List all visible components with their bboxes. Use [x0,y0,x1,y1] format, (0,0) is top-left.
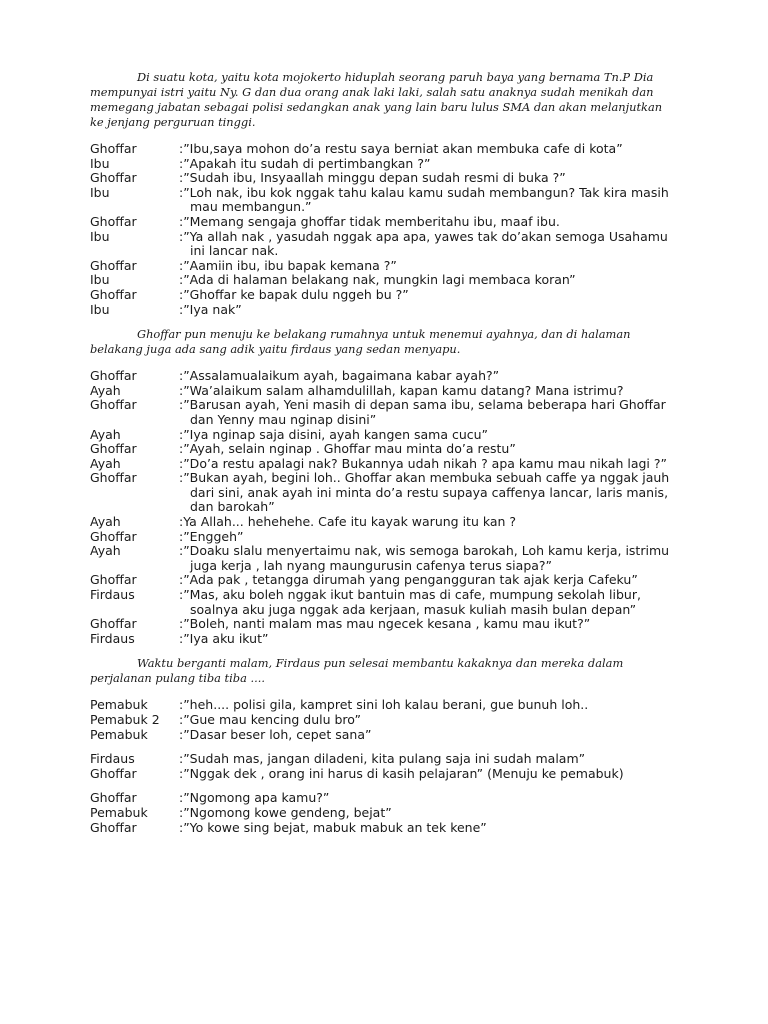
dialogue-text: :”Ada pak , tetangga dirumah yang pengangguran tak ajak kerja Cafeku” [179,572,638,588]
dialogue-line [90,752,678,767]
dialogue-text: :”Assalamualaikum ayah, bagaimana kabar ayah?” [179,368,500,384]
dialogue-line [90,142,678,157]
dialogue-text: :”heh.... polisi gila, kampret sini loh kalau berani, gue bunuh loh.. [179,697,589,713]
dialogue-line [90,728,678,743]
speaker-name: Ibu [90,228,110,244]
dialogue-line [90,215,678,230]
dialogue-text: :”Apakah itu sudah di pertimbangkan ?” [179,155,431,171]
dialogue-text: :”Mas, aku boleh nggak ikut bantuin mas di cafe, mumpung sekolah libur, soalnya aku juga nggak ada kerjaan, masuk kuliah masih bulan depan” [179,587,641,617]
dialogue-line [90,398,678,427]
dialogue-text: :”Ada di halaman belakang nak, mungkin lagi membaca koran” [179,272,576,288]
dialogue-line [90,821,678,836]
dialog-block [90,142,678,317]
dialogue-text: :”Ayah, selain nginap . Ghoffar mau minta do’a restu” [179,441,516,457]
narration-paragraph: Waktu berganti malam, Firdaus pun selesai membantu kakaknya dan mereka dalam perjalanan pulang tiba tiba .... [90,656,624,686]
dialog-block [90,791,678,835]
dialog-block [90,752,678,781]
dialogue-line [90,791,678,806]
dialogue-line [90,384,678,399]
dialogue-text: :”Ibu,saya mohon do’a restu saya berniat akan membuka cafe di kota” [179,141,623,156]
dialogue-line [90,442,678,457]
speaker-name: Pemabuk [90,726,148,742]
speaker-name: Ghoffar [90,257,137,273]
dialogue-text: :”Sudah mas, jangan diladeni, kita pulang saja ini sudah malam” [179,751,586,767]
dialogue-text: :Ya Allah... hehehehe. Cafe itu kayak warung itu kan ? [179,514,517,530]
dialogue-text: :”Wa’alaikum salam alhamdulillah, kapan kamu datang? Mana istrimu? [179,382,624,398]
dialogue-text: :”Loh nak, ibu kok nggak tahu kalau kamu sudah membangun? Tak kira masih mau membangun.” [179,184,669,215]
speaker-name: Ghoffar [90,141,137,156]
speaker-name: Ayah [90,514,121,530]
speaker-name: Ibu [90,184,110,200]
speaker-name: Ibu [90,301,110,317]
speaker-name: Ghoffar [90,616,137,632]
dialogue-text: :”Ngomong apa kamu?” [179,790,330,806]
speaker-name: Ibu [90,272,110,288]
dialogue-line [90,259,678,274]
dialogue-text: :”Do’a restu apalagi nak? Bukannya udah nikah ? apa kamu mau nikah lagi ?” [179,455,667,471]
dialogue-line [90,457,678,472]
dialogue-text: :”Bukan ayah, begini loh.. Ghoffar akan membuka sebuah caffe ya nggak jauh dari sini, anak ayah ini minta do’a restu supaya caffenya lancar, laris manis, dan barokah” [179,470,670,515]
dialogue-text: :”Nggak dek , orang ini harus di kasih pelajaran” (Menuju ke pemabuk) [179,765,624,781]
speaker-name: Ghoffar [90,790,137,806]
speaker-name: Ghoffar [90,213,137,229]
dialogue-line [90,767,678,782]
dialog-block [90,698,678,742]
dialogue-line [90,171,678,186]
dialogue-text: :”Ya allah nak , yasudah nggak apa apa, yawes tak do’akan semoga Usahamu ini lancar nak. [179,228,668,259]
dialogue-text: :”Barusan ayah, Yeni masih di depan sama ibu, selama beberapa hari Ghoffar dan Yenny mau nginap disini” [179,397,666,427]
dialogue-text: :”Memang sengaja ghoffar tidak memberitahu ibu, maaf ibu. [179,213,560,229]
dialog-block [90,369,678,646]
speaker-name: Firdaus [90,587,135,603]
dialogue-text: :”Iya nak” [179,301,242,317]
dialogue-line [90,303,678,318]
dialogue-line [90,713,678,728]
dialogue-line [90,369,678,384]
speaker-name: Ayah [90,382,121,398]
speaker-name: Pemabuk [90,804,148,820]
speaker-name: Ghoffar [90,528,137,544]
dialogue-line [90,186,678,215]
dialogue-text: :”Boleh, nanti malam mas mau ngecek kesana , kamu mau ikut?” [179,616,591,632]
dialogue-text: :”Dasar beser loh, cepet sana” [179,726,372,742]
dialogue-text: :”Enggeh” [179,528,244,544]
dialogue-line [90,428,678,443]
dialogue-line [90,273,678,288]
dialogue-text: :”Aamiin ibu, ibu bapak kemana ?” [179,257,397,273]
dialogue-line [90,530,678,545]
speaker-name: Ibu [90,155,110,171]
dialogue-line [90,632,678,647]
speaker-name: Ghoffar [90,765,137,781]
speaker-name: Ayah [90,455,121,471]
narration-paragraph: Di suatu kota, yaitu kota mojokerto hiduplah seorang paruh baya yang bernama Tn.P Dia mempunyai istri yaitu Ny. G dan dua orang anak laki laki, salah satu anaknya sudah menikah dan memegang jabatan sebagai polisi sedangkan anak yang lain baru lulus SMA dan akan melanjutkan ke jenjang perguruan tinggi. [90,70,663,129]
dialogue-line [90,588,678,617]
speaker-name: Ayah [90,426,121,442]
speaker-name: Ghoffar [90,819,137,835]
dialogue-line [90,230,678,259]
speaker-name: Ghoffar [90,170,137,186]
speaker-name: Ghoffar [90,397,137,413]
dialogue-text: :”Iya aku ikut” [179,630,269,646]
dialogue-text: :”Gue mau kencing dulu bro” [179,712,361,727]
dialogue-text: :”Doaku slalu menyertaimu nak, wis semoga barokah, Loh kamu kerja, istrimu juga kerja , lah nyang maungurusin cafenya terus siapa?” [179,543,670,573]
speaker-name: Pemabuk 2 [90,712,160,727]
speaker-name: Ghoffar [90,572,137,588]
dialogue-line [90,806,678,821]
dialogue-text: :”Sudah ibu, Insyaallah minggu depan sudah resmi di buka ?” [179,170,566,186]
speaker-name: Ghoffar [90,470,137,486]
speaker-name: Ayah [90,543,121,559]
dialogue-line [90,288,678,303]
speaker-name: Ghoffar [90,368,137,384]
dialogue-line [90,515,678,530]
dialogue-text: :”Ghoffar ke bapak dulu nggeh bu ?” [179,286,409,302]
dialogue-line [90,157,678,172]
speaker-name: Firdaus [90,630,135,646]
speaker-name: Pemabuk [90,697,148,713]
dialogue-line [90,698,678,713]
speaker-name: Ghoffar [90,286,137,302]
speaker-name: Ghoffar [90,441,137,457]
speaker-name: Firdaus [90,751,135,767]
dialogue-text: :”Ngomong kowe gendeng, bejat” [179,804,392,820]
dialogue-line [90,573,678,588]
narration-paragraph: Ghoffar pun menuju ke belakang rumahnya untuk menemui ayahnya, dan di halaman belakang juga ada sang adik yaitu firdaus yang sedan menyapu. [90,327,631,357]
dialogue-text: :”Yo kowe sing bejat, mabuk mabuk an tek kene” [179,819,487,835]
dialogue-line [90,471,678,515]
dialogue-line [90,544,678,573]
dialogue-text: :”Iya nginap saja disini, ayah kangen sama cucu” [179,426,489,442]
dialogue-line [90,617,678,632]
